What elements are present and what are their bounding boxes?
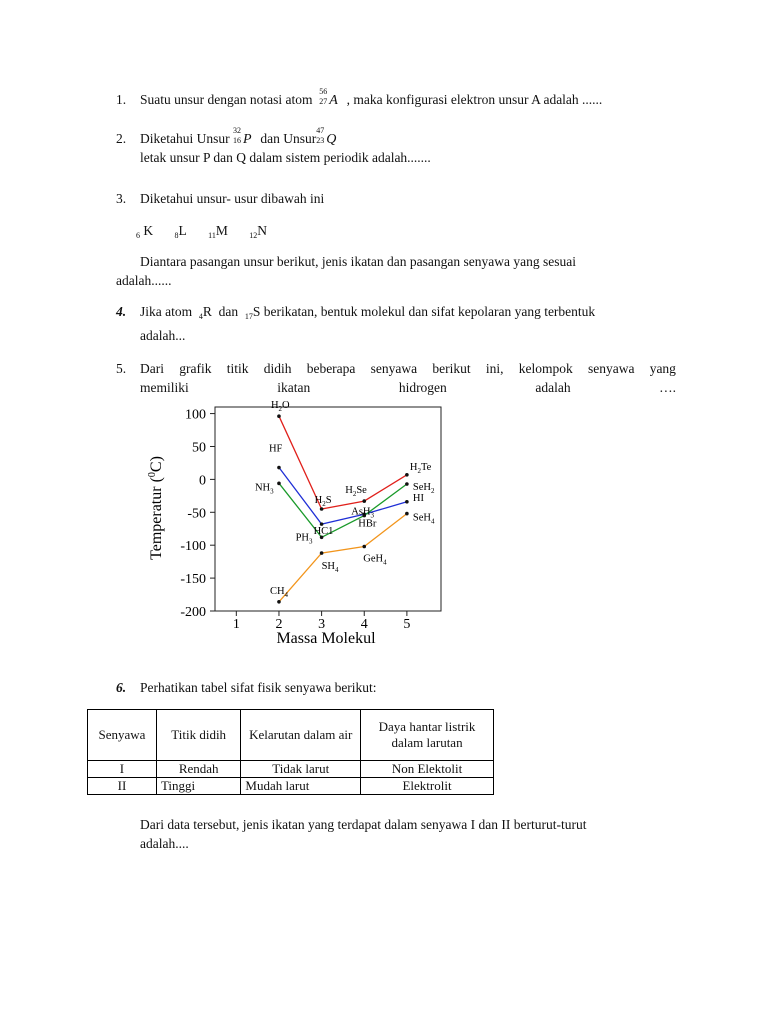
word: senyawa	[370, 361, 418, 376]
question-number: 6.	[116, 680, 127, 695]
compound-label: HBr	[358, 518, 377, 530]
y-tick-label: 100	[185, 407, 206, 423]
question-text-line1	[140, 359, 676, 378]
question-text-end: , maka konfigurasi elektron unsur A adalah ......	[346, 92, 603, 107]
element-symbol: A	[329, 93, 338, 108]
atomic-number: 17	[244, 312, 253, 321]
table-header-row	[88, 710, 494, 761]
cell-daya-hantar: Non Elektolit	[361, 761, 494, 778]
compound-label: $H_2S$	[314, 495, 332, 508]
element-l: $_8$L	[174, 223, 187, 240]
word: ini,	[485, 361, 504, 376]
series-labels	[255, 400, 435, 599]
compound-label: $H_2O$	[270, 400, 290, 414]
boiling-point-chart	[142, 400, 442, 650]
data-point	[405, 473, 409, 477]
word: memiliki	[140, 380, 189, 395]
data-point	[405, 500, 409, 504]
question-text-line2: letak unsur P dan Q dalam sistem periodik adalah.......	[140, 150, 431, 165]
element-symbol: P	[242, 132, 252, 147]
compound-label: HC1	[313, 526, 334, 538]
question-text: Perhatikan tabel sifat fisik senyawa berikut:	[140, 680, 377, 695]
series-line	[279, 416, 407, 509]
word: ….	[659, 380, 676, 395]
x-tick-label: 3	[318, 617, 326, 632]
x-tick-label: 4	[360, 617, 368, 632]
question-text-line2	[140, 378, 676, 397]
question-text: Diketahui unsur- usur dibawah ini	[140, 191, 325, 206]
compound-label: GeH$_4$	[363, 553, 387, 567]
nuclide-notation-q	[316, 126, 340, 148]
question-6-after-line2: adalah....	[140, 836, 189, 851]
cell-titik-didih: Tinggi	[156, 778, 240, 795]
cell-senyawa: II	[88, 778, 157, 795]
question-number: 1.	[116, 92, 127, 107]
word: grafik	[179, 361, 212, 376]
cell-senyawa: I	[88, 761, 157, 778]
nuclide-notation-p	[232, 126, 257, 148]
y-tick-label: -150	[180, 572, 206, 588]
element-k: $_6$ K	[136, 223, 154, 240]
element-symbol: S	[252, 304, 261, 319]
question-6-after-line1: Dari data tersebut, jenis ikatan yang terdapat dalam senyawa I dan II berturut-turut	[140, 817, 587, 832]
y-tick-label: -200	[180, 605, 206, 620]
word: beberapa	[306, 361, 356, 376]
y-axis-label: Temperatur ($^0$C)	[147, 456, 165, 560]
atomic-number: 16	[232, 136, 241, 145]
question-number: 2.	[116, 131, 127, 146]
element-m: $_{11}$M	[208, 223, 228, 240]
question-3-text2: Diantara pasangan unsur berikut, jenis ikatan dan pasangan senyawa yang sesuai	[140, 254, 576, 269]
y-tick-label: 50	[192, 440, 206, 456]
series-lines	[277, 414, 409, 603]
word: titik	[226, 361, 249, 376]
question-text-line2: adalah...	[140, 328, 186, 343]
word: senyawa	[587, 361, 635, 376]
question-text: Suatu unsur dengan notasi atom	[140, 92, 313, 107]
table-row	[88, 761, 494, 778]
word: berikut	[432, 361, 471, 376]
question-text-middle: dan Unsur	[260, 131, 317, 146]
word: ikatan	[277, 380, 311, 395]
data-point	[320, 551, 324, 555]
compound-label: $NH_3$	[254, 482, 274, 496]
header-senyawa: Senyawa	[88, 710, 157, 761]
data-point	[277, 466, 281, 470]
element-list	[136, 221, 267, 245]
cell-kelarutan: Tidak larut	[241, 761, 361, 778]
word: yang	[649, 361, 676, 376]
header-kelarutan: Kelarutan dalam air	[241, 710, 361, 761]
series-line	[279, 468, 407, 525]
compound-label: AsH$_3$	[351, 506, 375, 520]
question-text-end: berikatan, bentuk molekul dan sifat kepolaran yang terbentuk	[263, 304, 596, 319]
question-text: Diketahui Unsur	[140, 131, 230, 146]
cell-titik-didih: Rendah	[156, 761, 240, 778]
y-tick-label: 0	[199, 473, 206, 489]
compound-label: HI	[412, 492, 424, 504]
x-tick-label: 2	[275, 617, 283, 632]
compound-label: SeH$_4$	[412, 512, 435, 526]
compound-label: $H_2Te$	[409, 461, 432, 475]
atomic-number: 27	[319, 97, 328, 106]
properties-table	[87, 709, 494, 795]
table-row	[88, 778, 494, 795]
question-text-and: dan	[218, 304, 239, 319]
question-6-after	[140, 815, 700, 853]
header-titik-didih: Titik didih	[156, 710, 240, 761]
data-point	[362, 545, 366, 549]
x-tick-label: 5	[403, 617, 411, 632]
atomic-number: 4	[198, 312, 203, 321]
data-point	[277, 414, 281, 418]
x-axis-label: Massa Molekul	[276, 630, 376, 647]
word: adalah	[535, 380, 571, 395]
question-number: 3.	[116, 191, 127, 206]
mass-number: 32	[232, 126, 241, 135]
question-number: 5.	[116, 361, 127, 376]
word: kelompok	[518, 361, 573, 376]
word: hidrogen	[398, 380, 447, 395]
compound-label: $H_2Se$	[345, 485, 367, 499]
question-number: 4.	[116, 304, 127, 319]
atomic-number: 23	[316, 136, 325, 145]
mass-number: 47	[316, 126, 325, 135]
data-point	[277, 482, 281, 486]
element-symbol: Q	[326, 132, 337, 147]
cell-daya-hantar: Elektrolit	[361, 778, 494, 795]
cell-kelarutan: Mudah larut	[241, 778, 361, 795]
nuclide-notation	[319, 87, 343, 109]
compound-label: SeH$_2$	[412, 481, 435, 495]
element-n: $_{12}$N	[249, 223, 267, 240]
y-tick-label: -100	[180, 539, 206, 555]
y-tick-label: -50	[187, 506, 206, 522]
compound-label: $SH_4$	[321, 561, 339, 575]
question-3-text3: adalah......	[116, 273, 172, 288]
element-symbol: R	[202, 304, 212, 319]
word: didih	[263, 361, 292, 376]
compound-label: $PH_3$	[295, 532, 313, 546]
data-point	[405, 512, 409, 516]
question-text: Jika atom	[140, 304, 193, 319]
word: Dari	[140, 361, 164, 376]
data-point	[362, 499, 366, 503]
header-daya-hantar: Daya hantar listrik dalam larutan	[361, 710, 494, 761]
data-point	[277, 600, 281, 604]
compound-label: $CH_4$	[269, 585, 289, 599]
x-tick-label: 1	[232, 617, 240, 632]
compound-label: HF	[268, 443, 283, 455]
plot-frame	[215, 407, 441, 611]
mass-number: 56	[319, 87, 328, 96]
data-point	[405, 482, 409, 486]
